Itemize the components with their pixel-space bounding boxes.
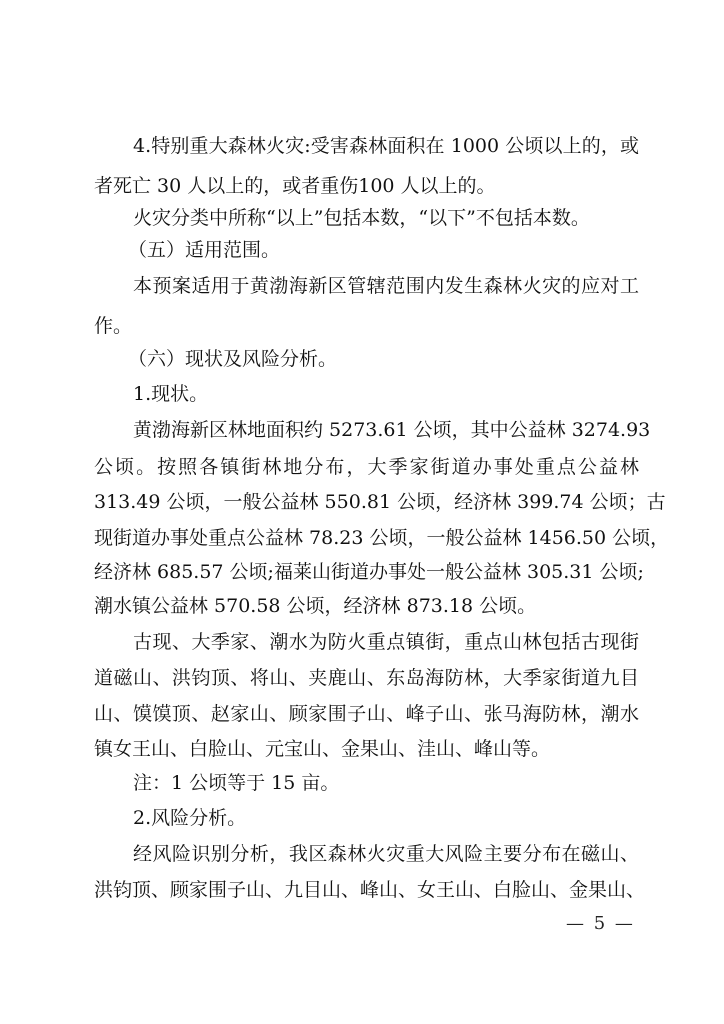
paragraph-line: 者死亡 30 人以上的，或者重伤100 人以上的。 — [94, 175, 496, 197]
subsection-heading: 1.现状。 — [133, 383, 209, 405]
paragraph-line: 道磁山、洪钧顶、将山、夹鹿山、东岛海防林，大季家街道九目 — [94, 667, 639, 689]
paragraph-line: 潮水镇公益林 570.58 公顷，经济林 873.18 公顷。 — [94, 595, 537, 617]
paragraph-line: 本预案适用于黄渤海新区管辖范围内发生森林火灾的应对工 — [133, 275, 639, 297]
paragraph-line: 经济林 685.57 公顷;福莱山街道办事处一般公益林 305.31 公顷; — [94, 561, 644, 583]
paragraph-line: 4.特别重大森林火灾:受害森林面积在 1000 公顷以上的，或 — [133, 135, 639, 157]
paragraph-line: 作。 — [94, 315, 133, 337]
section-heading: （五）适用范围。 — [128, 239, 281, 261]
paragraph-line: 镇女王山、白脸山、元宝山、金果山、洼山、峰山等。 — [94, 738, 551, 760]
paragraph-line: 现街道办事处重点公益林 78.23 公顷，一般公益林 1456.50 公顷， — [94, 527, 670, 549]
page-number: — 5 — — [566, 913, 635, 934]
note-line: 注：1 公顷等于 15 亩。 — [133, 772, 340, 794]
paragraph-line: 313.49 公顷，一般公益林 550.81 公顷，经济林 399.74 公顷；古 — [94, 491, 666, 513]
section-heading: （六）现状及风险分析。 — [128, 348, 338, 370]
paragraph-line: 山、馍馍顶、赵家山、顾家围子山、峰子山、张马海防林，潮水 — [94, 703, 639, 725]
paragraph-line: 公顷。按照各镇街林地分布，大季家街道办事处重点公益林 — [94, 456, 639, 478]
paragraph-line: 古现、大季家、潮水为防火重点镇街，重点山林包括古现街 — [133, 631, 639, 653]
paragraph-line: 火灾分类中所称“以上”包括本数，“以下”不包括本数。 — [133, 207, 590, 229]
paragraph-line: 黄渤海新区林地面积约 5273.61 公顷，其中公益林 3274.93 — [133, 419, 651, 441]
subsection-heading: 2.风险分析。 — [133, 807, 247, 829]
paragraph-line: 经风险识别分析，我区森林火灾重大风险主要分布在磁山、 — [133, 843, 639, 865]
paragraph-line: 洪钧顶、顾家围子山、九目山、峰山、女王山、白脸山、金果山、 — [94, 879, 646, 901]
